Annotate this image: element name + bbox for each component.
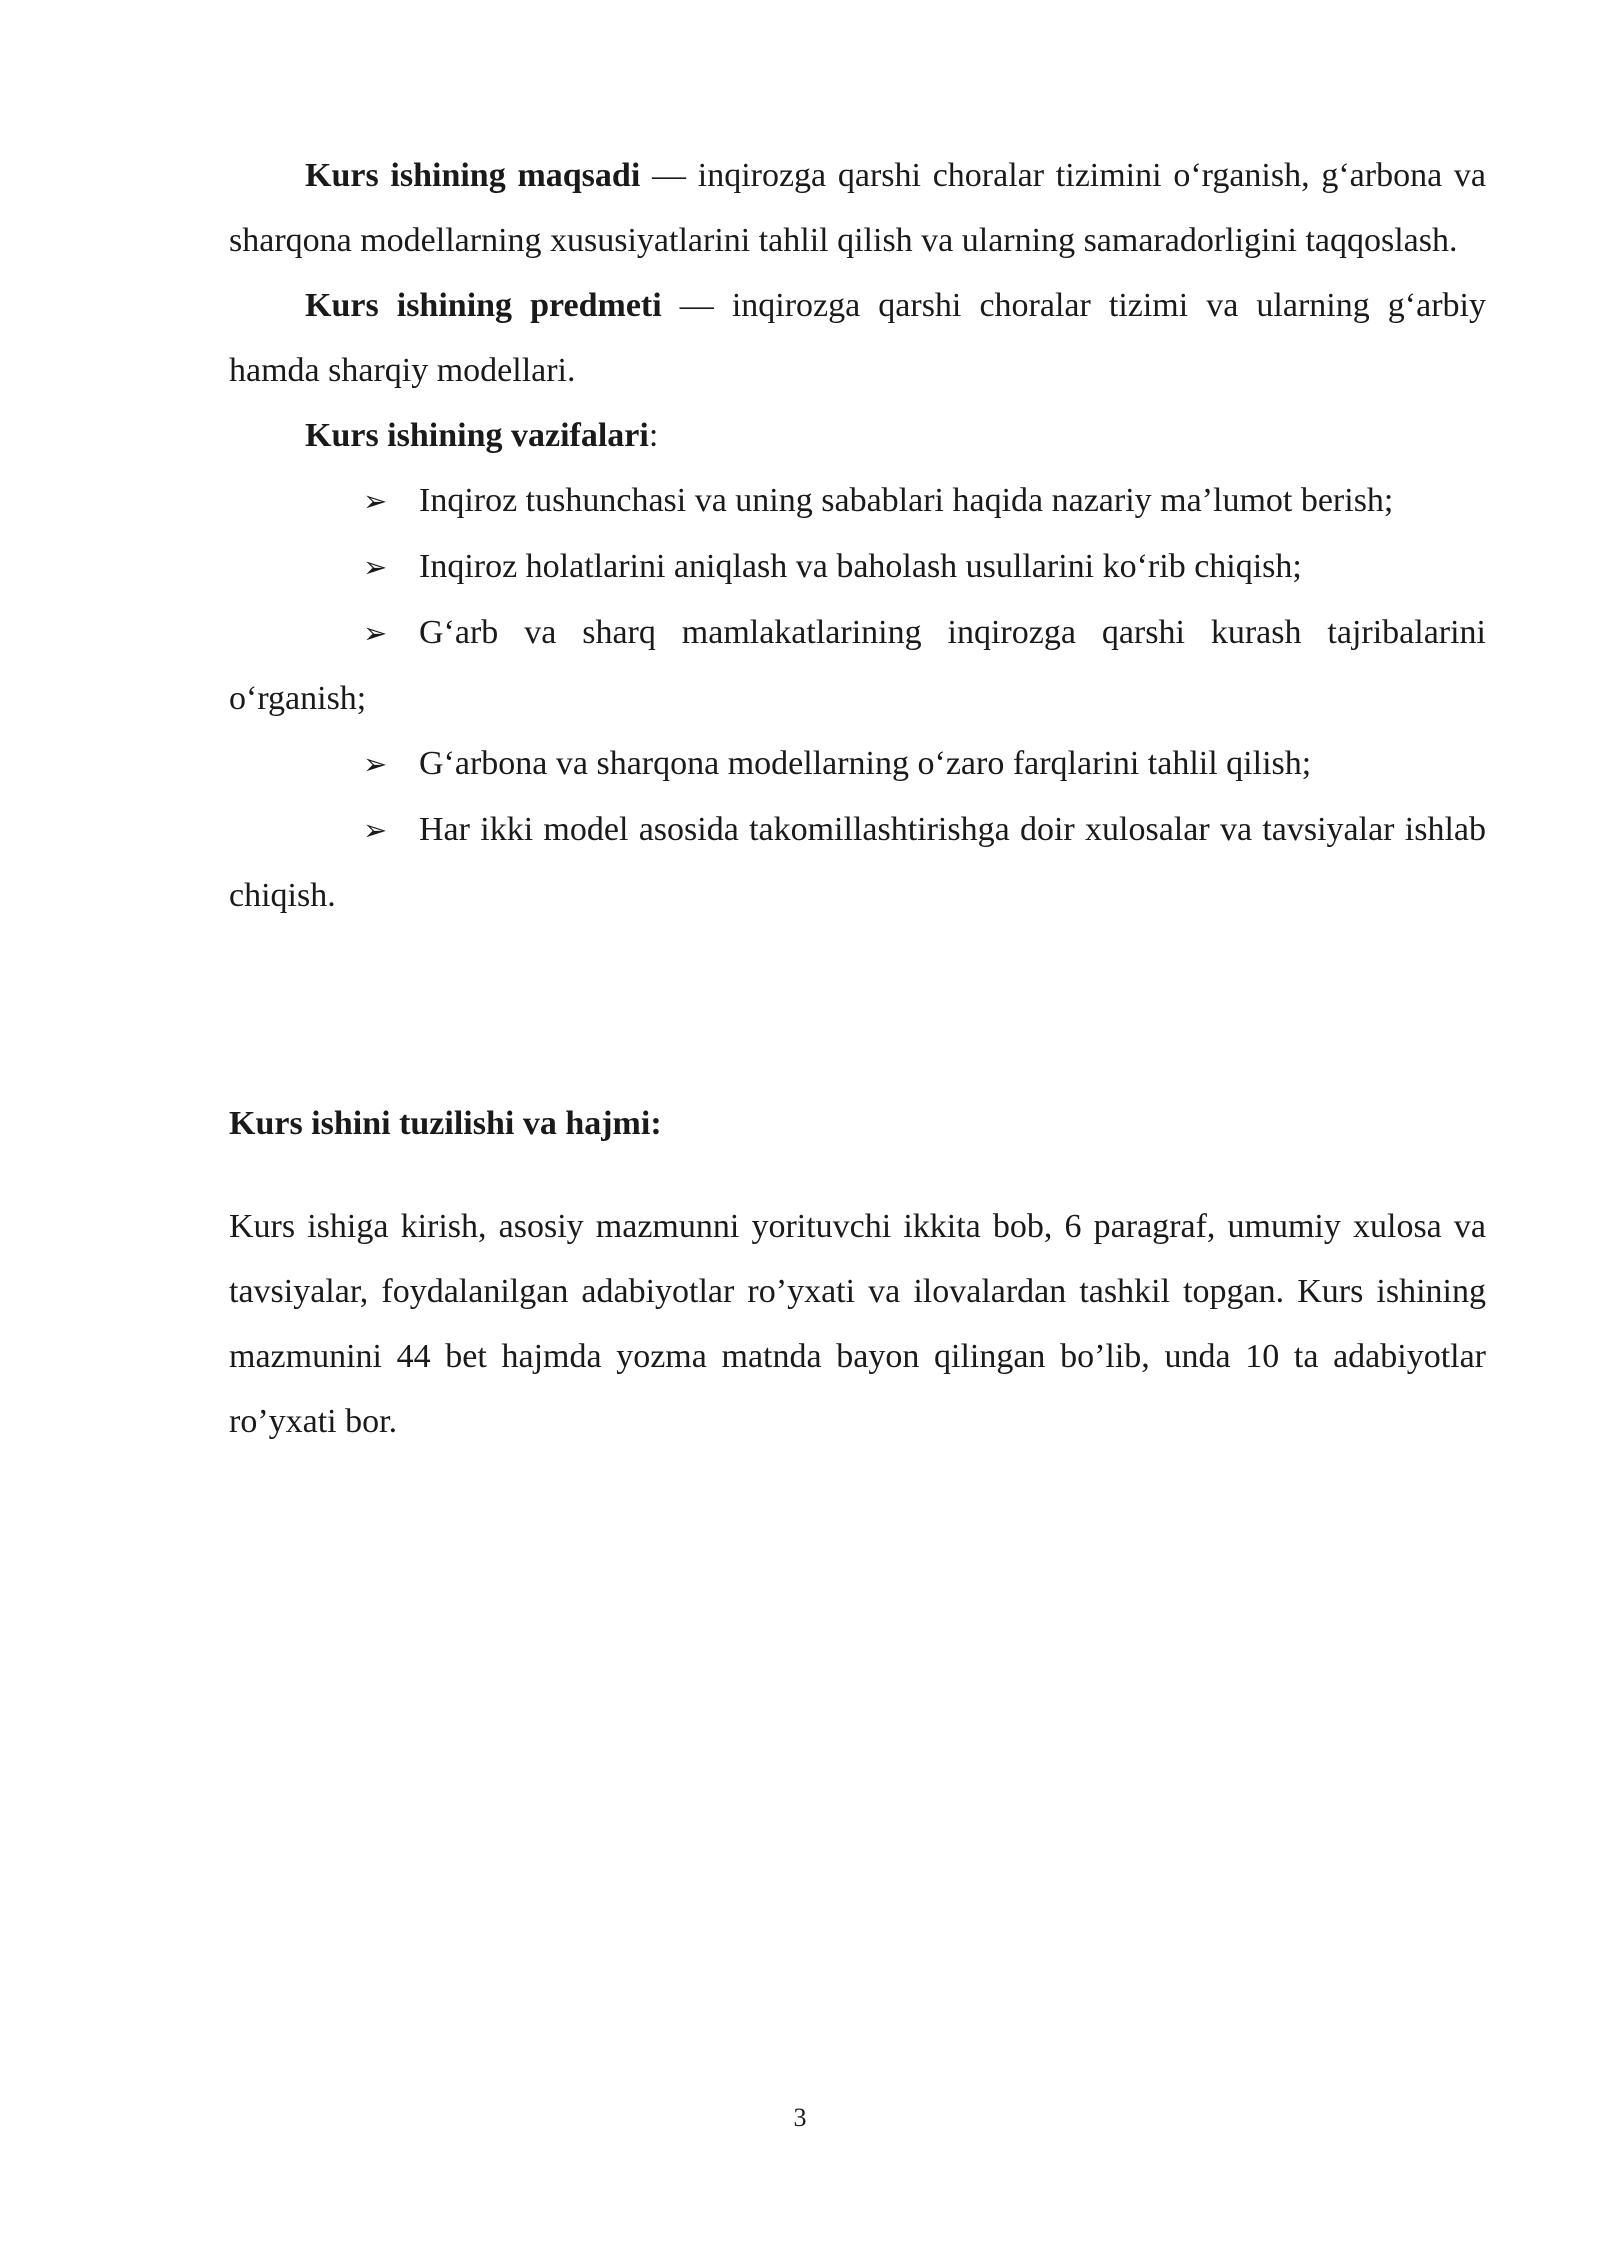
list-item: [229, 731, 1486, 797]
list-item: [229, 797, 1486, 928]
subject-paragraph: [229, 273, 1486, 403]
goal-lead: Kurs ishining maqsadi: [305, 157, 641, 194]
intro-block: [229, 143, 1486, 928]
task-text: G‘arbona va sharqona modellarning o‘zaro farqlarini tahlil qilish;: [419, 745, 1312, 782]
subject-text: — inqirozga qarshi choralar tizimi va ularning g‘arbiy hamda sharqiy modellari.: [229, 287, 1486, 389]
subject-lead: Kurs ishining predmeti: [305, 287, 662, 324]
list-item: [229, 534, 1486, 600]
list-item: [229, 468, 1486, 534]
tasks-heading: [229, 403, 1486, 468]
structure-heading: Kurs ishini tuzilishi va hajmi:: [229, 1105, 662, 1142]
structure-paragraph: Kurs ishiga kirish, asosiy mazmunni yorituvchi ikkita bob, 6 paragraf, umumiy xulosa va tavsiyalar, foydalanilgan adabiyotlar ro’yxati va ilovalardan tashkil topgan. Kurs ishining mazmunini 44 bet hajmda yozma matnda bayon qilingan bo’lib, unda 10 ta adabiyotlar ro’yxati bor.: [229, 1208, 1486, 1440]
task-text: Inqiroz tushunchasi va uning sabablari haqida nazariy ma’lumot berish;: [419, 482, 1394, 519]
arrow-bullet-icon: ➢: [363, 616, 388, 650]
tasks-colon: :: [648, 417, 659, 454]
list-item: [229, 600, 1486, 731]
arrow-bullet-icon: ➢: [363, 813, 388, 847]
tasks-lead: Kurs ishining vazifalari: [305, 417, 649, 454]
task-text: G‘arb va sharq mamlakatlarining inqirozga qarshi kurash tajribalarini o‘rganish;: [229, 614, 1486, 717]
arrow-bullet-icon: ➢: [363, 747, 388, 781]
task-text: Inqiroz holatlarini aniqlash va baholash usullarini ko‘rib chiqish;: [419, 548, 1302, 585]
goal-text: — inqirozga qarshi choralar tizimini o‘rganish, g‘arbona va sharqona modellarning xususiyatlarini tahlil qilish va ularning samaradorligini taqqoslash.: [229, 157, 1487, 259]
task-text: Har ikki model asosida takomillashtirishga doir xulosalar va tavsiyalar ishlab chiqish.: [229, 811, 1486, 914]
page-number: 3: [793, 2103, 807, 2132]
arrow-bullet-icon: ➢: [363, 484, 388, 518]
arrow-bullet-icon: ➢: [363, 550, 388, 584]
goal-paragraph: [229, 143, 1486, 273]
